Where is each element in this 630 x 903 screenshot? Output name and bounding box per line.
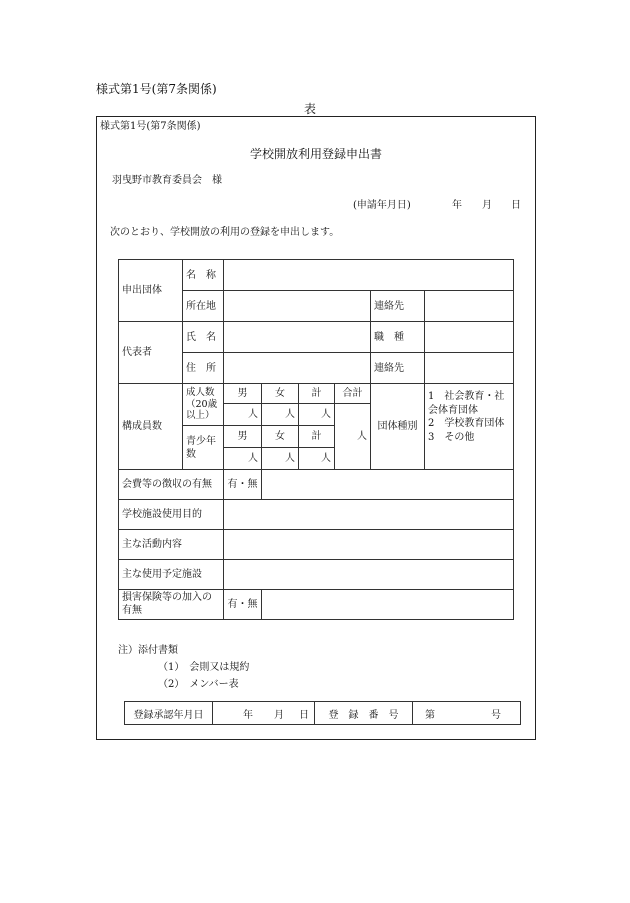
location-field[interactable] [224,291,371,322]
group-type-option: 1 社会教育・社会体育団体 [428,391,505,416]
form-title: 学校開放利用登録申出書 [249,147,382,161]
fee-collection-field[interactable] [262,470,514,500]
group-name-field[interactable] [224,260,514,291]
group-type-option: 2 学校教育団体 [428,418,505,429]
total-header: 合計 [335,384,371,404]
group-name-label: 名 称 [183,260,224,291]
contact-field[interactable] [425,291,514,322]
facility-purpose-field[interactable] [224,500,514,530]
registration-number-label: 登 録 番 号 [315,702,413,725]
planned-facility-label: 主な使用予定施設 [119,560,224,590]
registration-no-prefix: 第 [425,709,435,721]
youth-female-count[interactable]: 人 [262,448,299,470]
adults-label: 成人数（20歳以上） [183,384,224,426]
notes-heading: 注）添付書類 [118,645,178,656]
registration-table [124,701,521,725]
application-statement: 次のとおり、学校開放の利用の登録を申出します。 [110,227,340,238]
youth-male-count[interactable]: 人 [224,448,262,470]
planned-facility-field[interactable] [224,560,514,590]
adult-female-header: 女 [262,384,299,404]
insurance-field[interactable] [262,590,514,620]
registration-no-suffix: 号 [491,709,501,721]
application-day-label: 日 [511,200,521,211]
adult-subtotal-header: 計 [299,384,335,404]
form-reference: 様式第1号(第7条関係) [96,82,217,96]
note-item: （2） メンバー表 [158,679,239,690]
location-label: 所在地 [183,291,224,322]
approval-day-label: 日 [299,709,309,721]
table-caption: 表 [303,102,316,116]
facility-purpose-label: 学校施設使用目的 [119,500,224,530]
addressee: 羽曳野市教育委員会 様 [112,175,222,186]
inner-form-reference: 様式第1号(第7条関係) [100,121,201,132]
address-label: 住 所 [183,353,224,384]
adult-male-header: 男 [224,384,262,404]
approval-month-label: 月 [274,709,284,721]
applicant-group-label: 申出団体 [119,260,183,322]
person-name-field[interactable] [224,322,371,353]
representative-label: 代表者 [119,322,183,384]
registration-number-field[interactable] [413,702,521,725]
youth-male-header: 男 [224,426,262,448]
application-year-label: 年 [452,200,462,211]
occupation-field[interactable] [425,322,514,353]
application-table [118,259,514,620]
approval-year-label: 年 [243,709,253,721]
fee-collection-label: 会費等の徴収の有無 [119,470,224,500]
address-field[interactable] [224,353,371,384]
adult-female-count[interactable]: 人 [262,404,299,426]
main-activities-label: 主な活動内容 [119,530,224,560]
occupation-label: 職 種 [371,322,425,353]
representative-contact-label: 連絡先 [371,353,425,384]
group-type-label: 団体種別 [371,384,425,470]
insurance-label: 損害保険等の加入の有無 [119,590,224,620]
fee-collection-choice[interactable]: 有・無 [224,470,262,500]
youth-subtotal-count[interactable]: 人 [299,448,335,470]
person-name-label: 氏 名 [183,322,224,353]
youth-female-header: 女 [262,426,299,448]
total-count[interactable]: 人 [335,404,371,470]
approval-date-field[interactable] [213,702,315,725]
youth-subtotal-header: 計 [299,426,335,448]
adult-subtotal-count[interactable]: 人 [299,404,335,426]
application-month-label: 月 [482,200,492,211]
contact-label: 連絡先 [371,291,425,322]
member-count-label: 構成員数 [119,384,183,470]
youth-label: 青少年数 [183,426,224,470]
group-type-options [425,384,514,470]
adult-male-count[interactable]: 人 [224,404,262,426]
main-activities-field[interactable] [224,530,514,560]
group-type-option: 3 その他 [428,431,475,443]
note-item: （1） 会則又は規約 [158,662,250,673]
insurance-choice[interactable]: 有・無 [224,590,262,620]
representative-contact-field[interactable] [425,353,514,384]
approval-date-label: 登録承認年月日 [125,702,213,725]
application-date-label: (申請年月日) [353,200,411,211]
